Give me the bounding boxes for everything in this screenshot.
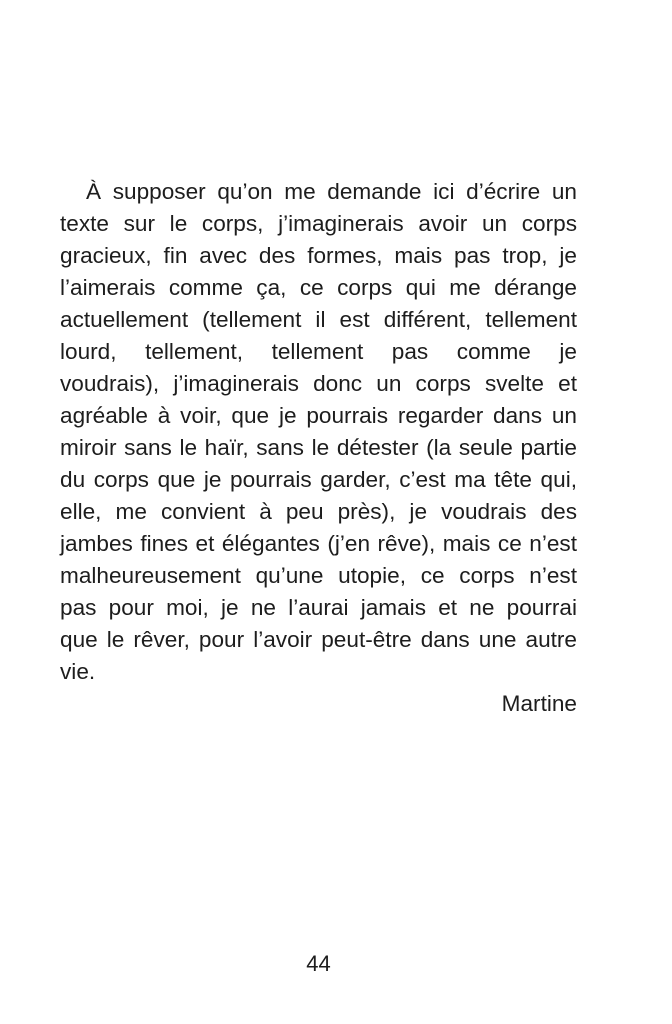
text-line: vie.	[60, 659, 96, 684]
text-line: gracieux, fin avec des formes, mais pas trop, je	[60, 243, 577, 268]
text-line: actuellement (tellement il est différent, tellement	[60, 307, 577, 332]
text-line: À supposer qu’on me demande ici d’écrire un	[86, 179, 577, 204]
text-line: que le rêver, pour l’avoir peut-être dans une autre	[60, 627, 577, 652]
text-line: lourd, tellement, tellement pas comme je	[60, 339, 577, 364]
text-line: elle, me convient à peu près), je voudrais des	[60, 499, 577, 524]
text-line: texte sur le corps, j’imaginerais avoir un corps	[60, 211, 577, 236]
text-line: miroir sans le haïr, sans le détester (la seule partie	[60, 435, 577, 460]
text-line: voudrais), j’imaginerais donc un corps svelte et	[60, 371, 577, 396]
text-line: jambes fines et élégantes (j’en rêve), mais ce n’est	[60, 531, 577, 556]
page-number: 44	[306, 951, 331, 976]
text-line: l’aimerais comme ça, ce corps qui me dérange	[60, 275, 577, 300]
signature: Martine	[501, 691, 577, 716]
text-line: agréable à voir, que je pourrais regarder dans un	[60, 403, 577, 428]
text-line: malheureusement qu’une utopie, ce corps n’est	[60, 563, 577, 588]
text-line: du corps que je pourrais garder, c’est ma tête qui,	[60, 467, 577, 492]
text-line: pas pour moi, je ne l’aurai jamais et ne pourrai	[60, 595, 577, 620]
body-text	[60, 176, 577, 720]
